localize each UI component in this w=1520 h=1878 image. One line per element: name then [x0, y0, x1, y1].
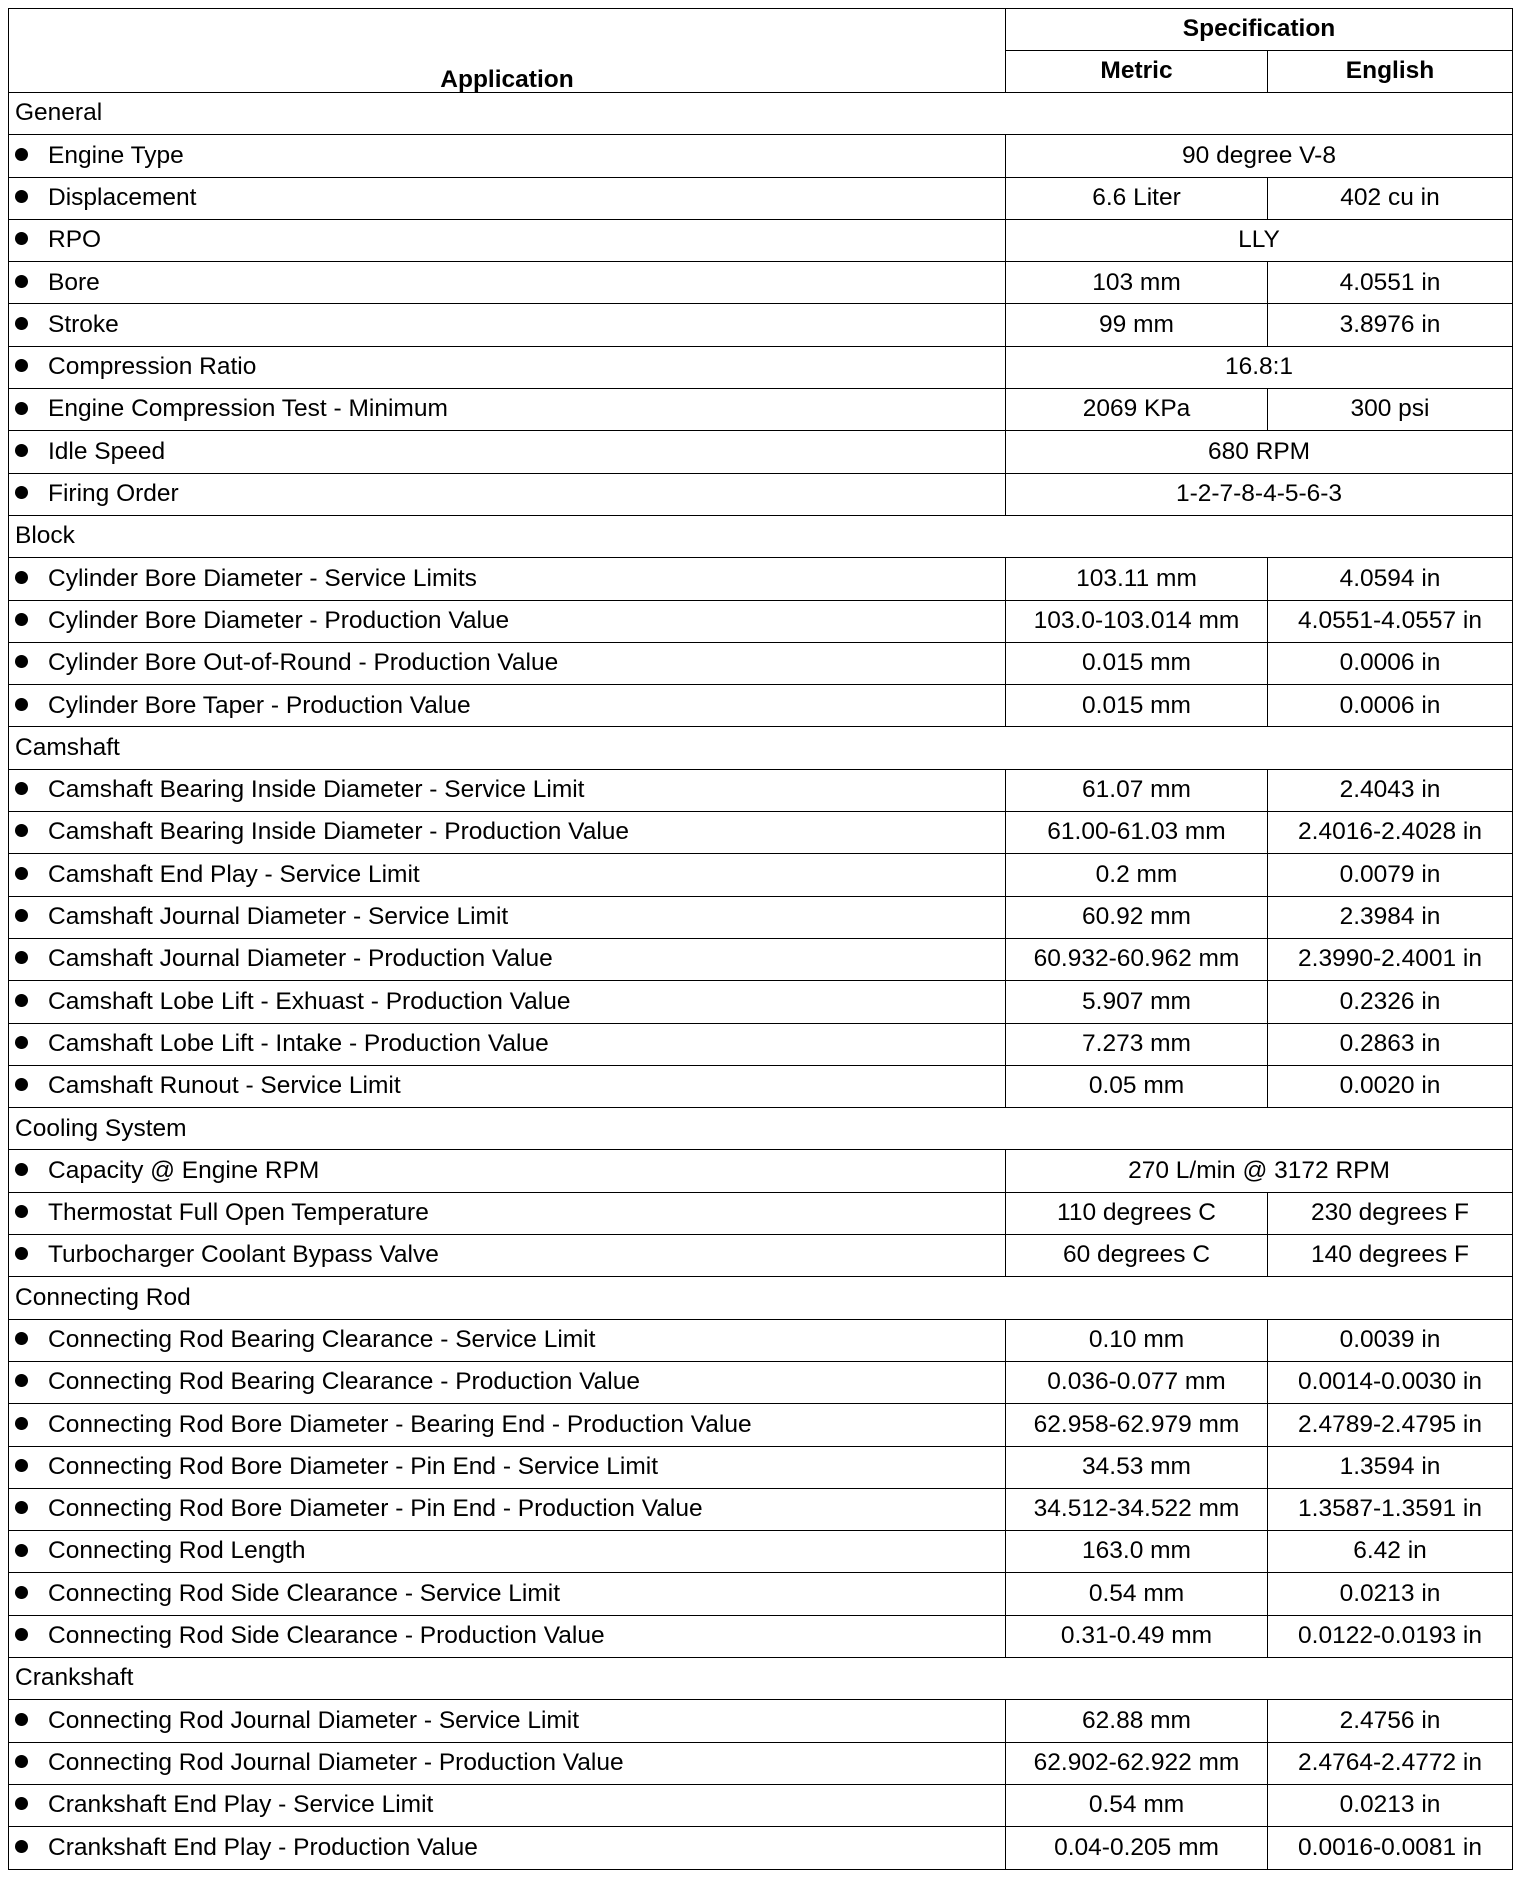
english-value: 0.0079 in — [1268, 854, 1513, 896]
table-row — [9, 1023, 1513, 1065]
application-label: Connecting Rod Bearing Clearance - Service Limit — [48, 1326, 596, 1353]
english-value: 4.0551-4.0557 in — [1268, 600, 1513, 642]
application-cell — [9, 389, 1006, 431]
section-title: Block — [9, 515, 1513, 557]
application-label: Crankshaft End Play - Production Value — [48, 1833, 478, 1861]
english-value: 1.3587-1.3591 in — [1268, 1488, 1513, 1530]
bullet-icon — [15, 359, 28, 372]
bullet-icon — [15, 1036, 28, 1049]
bullet-icon — [15, 1247, 28, 1260]
spec-value-merged: 1-2-7-8-4-5-6-3 — [1006, 473, 1513, 515]
section-row — [9, 1277, 1513, 1319]
application-label: Cylinder Bore Diameter - Service Limits — [48, 564, 477, 592]
header-english: English — [1268, 51, 1513, 93]
spec-value-merged: 16.8:1 — [1006, 346, 1513, 388]
english-value: 2.4016-2.4028 in — [1268, 812, 1513, 854]
bullet-icon — [15, 486, 28, 499]
application-cell — [9, 642, 1006, 684]
english-value: 0.2326 in — [1268, 981, 1513, 1023]
metric-value: 0.31-0.49 mm — [1006, 1615, 1268, 1657]
section-row — [9, 1657, 1513, 1699]
english-value: 2.4764-2.4772 in — [1268, 1742, 1513, 1784]
application-cell — [9, 135, 1006, 177]
table-row — [9, 1361, 1513, 1403]
table-row — [9, 1742, 1513, 1784]
application-cell — [9, 600, 1006, 642]
application-cell — [9, 1446, 1006, 1488]
table-row — [9, 473, 1513, 515]
application-label: Bore — [48, 268, 100, 296]
bullet-icon — [15, 1374, 28, 1387]
table-row — [9, 600, 1513, 642]
english-value: 0.0213 in — [1268, 1573, 1513, 1615]
bullet-icon — [15, 1332, 28, 1345]
bullet-icon — [15, 1797, 28, 1810]
bullet-icon — [15, 190, 28, 203]
metric-value: 0.54 mm — [1006, 1573, 1268, 1615]
english-value: 0.0006 in — [1268, 685, 1513, 727]
english-value: 4.0551 in — [1268, 262, 1513, 304]
english-value: 2.4756 in — [1268, 1700, 1513, 1742]
table-row — [9, 558, 1513, 600]
application-cell — [9, 1742, 1006, 1784]
metric-value: 103.0-103.014 mm — [1006, 600, 1268, 642]
bullet-icon — [15, 232, 28, 245]
application-cell — [9, 1615, 1006, 1657]
table-row — [9, 431, 1513, 473]
header-metric: Metric — [1006, 51, 1268, 93]
application-cell — [9, 896, 1006, 938]
table-row — [9, 769, 1513, 811]
table-row — [9, 1827, 1513, 1870]
application-label: Camshaft End Play - Service Limit — [48, 860, 420, 888]
section-title: Connecting Rod — [9, 1277, 1513, 1319]
metric-value: 61.07 mm — [1006, 769, 1268, 811]
table-row — [9, 981, 1513, 1023]
metric-value: 0.05 mm — [1006, 1065, 1268, 1107]
table-row — [9, 1192, 1513, 1234]
metric-value: 103.11 mm — [1006, 558, 1268, 600]
specifications-table — [8, 8, 1513, 1870]
application-label: Camshaft Lobe Lift - Intake - Production Value — [48, 1029, 549, 1057]
table-row — [9, 1446, 1513, 1488]
english-value: 230 degrees F — [1268, 1192, 1513, 1234]
bullet-icon — [15, 698, 28, 711]
metric-value: 6.6 Liter — [1006, 177, 1268, 219]
application-cell — [9, 1531, 1006, 1573]
application-cell — [9, 304, 1006, 346]
application-label: Displacement — [48, 183, 197, 211]
application-cell — [9, 177, 1006, 219]
application-label: Cylinder Bore Taper - Production Value — [48, 691, 471, 719]
english-value: 0.0213 in — [1268, 1784, 1513, 1826]
application-label: Connecting Rod Bore Diameter - Pin End - Service Limit — [48, 1452, 659, 1480]
application-cell — [9, 431, 1006, 473]
table-row — [9, 1531, 1513, 1573]
header-specification: Specification — [1006, 9, 1513, 51]
bullet-icon — [15, 1417, 28, 1430]
english-value: 0.0020 in — [1268, 1065, 1513, 1107]
metric-value: 0.015 mm — [1006, 642, 1268, 684]
table-row — [9, 896, 1513, 938]
bullet-icon — [15, 1586, 28, 1599]
bullet-icon — [15, 994, 28, 1007]
application-label: Idle Speed — [48, 437, 166, 465]
table-row — [9, 1700, 1513, 1742]
application-label: Camshaft Journal Diameter - Service Limit — [48, 903, 509, 931]
spec-value-merged: 680 RPM — [1006, 431, 1513, 473]
application-cell — [9, 262, 1006, 304]
english-value: 2.3984 in — [1268, 896, 1513, 938]
metric-value: 60.932-60.962 mm — [1006, 938, 1268, 980]
application-label: Turbocharger Coolant Bypass Valve — [48, 1241, 439, 1269]
english-value: 402 cu in — [1268, 177, 1513, 219]
english-value: 6.42 in — [1268, 1531, 1513, 1573]
table-row — [9, 304, 1513, 346]
metric-value: 2069 KPa — [1006, 389, 1268, 431]
metric-value: 61.00-61.03 mm — [1006, 812, 1268, 854]
application-label: Firing Order — [48, 480, 179, 508]
application-label: Connecting Rod Journal Diameter - Service Limit — [48, 1706, 580, 1734]
bullet-icon — [15, 444, 28, 457]
bullet-icon — [15, 317, 28, 330]
application-cell — [9, 1192, 1006, 1234]
bullet-icon — [15, 824, 28, 837]
metric-value: 62.902-62.922 mm — [1006, 1742, 1268, 1784]
section-row — [9, 93, 1513, 135]
bullet-icon — [15, 951, 28, 964]
application-cell — [9, 1361, 1006, 1403]
application-label: Cylinder Bore Out-of-Round - Production Value — [48, 649, 559, 677]
english-value: 2.3990-2.4001 in — [1268, 938, 1513, 980]
application-label: Camshaft Bearing Inside Diameter - Service Limit — [48, 776, 585, 804]
application-label: RPO — [48, 226, 102, 254]
application-cell — [9, 1150, 1006, 1192]
application-label: Crankshaft End Play - Service Limit — [48, 1791, 434, 1819]
english-value: 0.0014-0.0030 in — [1268, 1361, 1513, 1403]
section-row — [9, 727, 1513, 769]
application-cell — [9, 769, 1006, 811]
application-cell — [9, 346, 1006, 388]
english-value: 4.0594 in — [1268, 558, 1513, 600]
bullet-icon — [15, 1628, 28, 1641]
application-label: Camshaft Runout - Service Limit — [48, 1072, 401, 1100]
english-value: 3.8976 in — [1268, 304, 1513, 346]
section-title: Crankshaft — [9, 1657, 1513, 1699]
bullet-icon — [15, 909, 28, 922]
table-row — [9, 1150, 1513, 1192]
metric-value: 62.88 mm — [1006, 1700, 1268, 1742]
table-row — [9, 1235, 1513, 1277]
metric-value: 0.2 mm — [1006, 854, 1268, 896]
table-row — [9, 346, 1513, 388]
metric-value: 60 degrees C — [1006, 1235, 1268, 1277]
spec-value-merged: LLY — [1006, 219, 1513, 261]
metric-value: 110 degrees C — [1006, 1192, 1268, 1234]
section-title: Camshaft — [9, 727, 1513, 769]
metric-value: 103 mm — [1006, 262, 1268, 304]
application-label: Stroke — [48, 310, 119, 338]
table-row — [9, 1615, 1513, 1657]
bullet-icon — [15, 1755, 28, 1768]
application-cell — [9, 558, 1006, 600]
bullet-icon — [15, 1840, 28, 1853]
bullet-icon — [15, 1713, 28, 1726]
metric-value: 0.04-0.205 mm — [1006, 1827, 1268, 1870]
application-cell — [9, 219, 1006, 261]
application-label: Capacity @ Engine RPM — [48, 1156, 320, 1184]
application-label: Engine Compression Test - Minimum — [48, 395, 448, 423]
table-row — [9, 389, 1513, 431]
application-cell — [9, 1235, 1006, 1277]
application-cell — [9, 685, 1006, 727]
application-label: Compression Ratio — [48, 353, 257, 381]
table-row — [9, 177, 1513, 219]
application-cell — [9, 1319, 1006, 1361]
application-label: Camshaft Journal Diameter - Production Value — [48, 945, 553, 973]
english-value: 0.2863 in — [1268, 1023, 1513, 1065]
bullet-icon — [15, 1163, 28, 1176]
bullet-icon — [15, 613, 28, 626]
table-row — [9, 262, 1513, 304]
application-cell — [9, 1827, 1006, 1870]
bullet-icon — [15, 1078, 28, 1091]
bullet-icon — [15, 782, 28, 795]
bullet-icon — [15, 655, 28, 668]
table-row — [9, 219, 1513, 261]
section-title: Cooling System — [9, 1108, 1513, 1150]
table-row — [9, 854, 1513, 896]
metric-value: 62.958-62.979 mm — [1006, 1404, 1268, 1446]
application-label: Connecting Rod Length — [48, 1537, 306, 1565]
metric-value: 163.0 mm — [1006, 1531, 1268, 1573]
bullet-icon — [15, 1205, 28, 1218]
english-value: 1.3594 in — [1268, 1446, 1513, 1488]
bullet-icon — [15, 402, 28, 415]
section-title: General — [9, 93, 1513, 135]
table-row — [9, 1488, 1513, 1530]
bullet-icon — [15, 275, 28, 288]
application-label: Camshaft Lobe Lift - Exhuast - Production Value — [48, 987, 571, 1015]
application-label: Connecting Rod Side Clearance - Service Limit — [48, 1579, 561, 1607]
metric-value: 5.907 mm — [1006, 981, 1268, 1023]
spec-value-merged: 90 degree V-8 — [1006, 135, 1513, 177]
english-value: 140 degrees F — [1268, 1235, 1513, 1277]
metric-value: 0.036-0.077 mm — [1006, 1361, 1268, 1403]
application-label: Connecting Rod Bearing Clearance - Production Value — [48, 1368, 640, 1396]
application-label: Connecting Rod Side Clearance - Production Value — [48, 1622, 605, 1650]
application-cell — [9, 812, 1006, 854]
application-cell — [9, 1784, 1006, 1826]
table-row — [9, 938, 1513, 980]
application-cell — [9, 1404, 1006, 1446]
table-row — [9, 1065, 1513, 1107]
section-row — [9, 515, 1513, 557]
application-cell — [9, 1065, 1006, 1107]
english-value: 2.4043 in — [1268, 769, 1513, 811]
application-cell — [9, 1023, 1006, 1065]
bullet-icon — [15, 148, 28, 161]
application-cell — [9, 473, 1006, 515]
english-value: 2.4789-2.4795 in — [1268, 1404, 1513, 1446]
section-row — [9, 1108, 1513, 1150]
application-label: Thermostat Full Open Temperature — [48, 1199, 429, 1227]
application-label: Connecting Rod Bore Diameter - Bearing End - Production Value — [48, 1410, 752, 1438]
application-label: Camshaft Bearing Inside Diameter - Production Value — [48, 818, 630, 846]
metric-value: 34.53 mm — [1006, 1446, 1268, 1488]
table-row — [9, 642, 1513, 684]
english-value: 0.0016-0.0081 in — [1268, 1827, 1513, 1870]
table-row — [9, 1319, 1513, 1361]
bullet-icon — [15, 571, 28, 584]
english-value: 300 psi — [1268, 389, 1513, 431]
bullet-icon — [15, 867, 28, 880]
metric-value: 34.512-34.522 mm — [1006, 1488, 1268, 1530]
application-cell — [9, 1573, 1006, 1615]
application-label: Engine Type — [48, 141, 184, 169]
english-value: 0.0122-0.0193 in — [1268, 1615, 1513, 1657]
bullet-icon — [15, 1501, 28, 1514]
application-cell — [9, 1700, 1006, 1742]
application-label: Connecting Rod Bore Diameter - Pin End - Production Value — [48, 1495, 703, 1523]
application-cell — [9, 938, 1006, 980]
application-cell — [9, 981, 1006, 1023]
metric-value: 0.54 mm — [1006, 1784, 1268, 1826]
table-row — [9, 812, 1513, 854]
metric-value: 0.015 mm — [1006, 685, 1268, 727]
metric-value: 99 mm — [1006, 304, 1268, 346]
application-cell — [9, 854, 1006, 896]
application-cell — [9, 1488, 1006, 1530]
table-body — [9, 93, 1513, 1870]
application-label: Connecting Rod Journal Diameter - Production Value — [48, 1748, 624, 1776]
metric-value: 7.273 mm — [1006, 1023, 1268, 1065]
metric-value: 0.10 mm — [1006, 1319, 1268, 1361]
table-row — [9, 1404, 1513, 1446]
english-value: 0.0039 in — [1268, 1319, 1513, 1361]
application-label: Cylinder Bore Diameter - Production Value — [48, 606, 510, 634]
header-application: Application — [9, 9, 1006, 93]
english-value: 0.0006 in — [1268, 642, 1513, 684]
metric-value: 60.92 mm — [1006, 896, 1268, 938]
bullet-icon — [15, 1459, 28, 1472]
table-row — [9, 1784, 1513, 1826]
spec-value-merged: 270 L/min @ 3172 RPM — [1006, 1150, 1513, 1192]
table-row — [9, 1573, 1513, 1615]
table-row — [9, 685, 1513, 727]
table-row — [9, 135, 1513, 177]
bullet-icon — [15, 1544, 28, 1557]
